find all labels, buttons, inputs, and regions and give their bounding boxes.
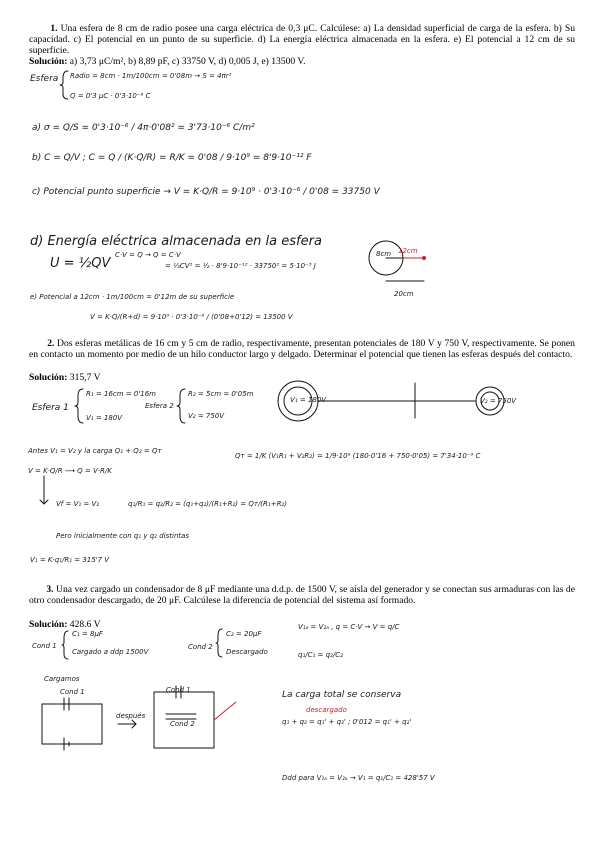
p2-result: V₁ = K·q₁/R₁ = 315'7 V <box>30 556 110 564</box>
problem-1-statement: 1. Una esfera de 8 cm de radio posee una carga eléctrica de 0,3 μC. Calcúlese: a) La densidad superficial de carga de la esfera. b) Su capacidad. c) El potencial en un punto de su superficie. d) La energía eléctrica almacenada en la esfera. e) El potencial a 12 cm de su superficie. <box>29 23 575 57</box>
problem-2-solution: Solución: 315,7 V <box>29 372 101 383</box>
p3-c2: C₂ = 20μF <box>226 630 262 638</box>
p2-before: Antes V₁ = V₂ y la carga Q₁ + Q₂ = Qᴛ <box>28 447 162 455</box>
p3-fig-after: después <box>116 712 146 720</box>
p2-arrow-down <box>40 476 50 506</box>
p2-q-eq: q₁/R₁ = q₂/R₂ = (q₁+q₂)/(R₁+R₂) = Qᴛ/(R₁+R₂) <box>128 500 287 508</box>
p3-cond2-label: Cond 2 <box>188 643 213 651</box>
p3-fig-cond2: Cond 2 <box>170 720 195 728</box>
p1-part-b: b) C = Q/V ; C = Q / (K·Q/R) = R/K = 0'08 / 9·10⁹ = 8'9·10⁻¹² F <box>32 153 312 163</box>
p1-fig-total: 20cm <box>394 290 414 298</box>
problem-2-number: 2. <box>47 338 55 349</box>
p1-fig-radius: 8cm <box>376 250 392 258</box>
p3-c1: C₁ = 8μF <box>72 630 103 638</box>
p1-given-charge: Q = 0'3 μC · 0'3·10⁻⁶ C <box>70 92 151 100</box>
p2-r1: R₁ = 16cm = 0'16m <box>86 390 156 398</box>
p3-fig-cond1: Cond 1 <box>60 688 85 696</box>
p2-note: Pero inicialmente con q₁ y q₂ distintas <box>56 532 190 540</box>
p1-part-d-calc: = ½CV² = ½ · 8'9·10⁻¹² · 33750² = 5·10⁻³ J <box>165 262 316 270</box>
p3-cond1-label: Cond 1 <box>32 642 57 650</box>
p1-part-d-formula: U = ½QV <box>50 256 111 271</box>
p1-part-a: a) σ = Q/S = 0'3·10⁻⁶ / 4π·0'08² = 3'73·10⁻⁶ C/m² <box>32 123 255 133</box>
problem-2-statement: 2. Dos esferas metálicas de 16 cm y 5 cm de radio, respectivamente, presentan potenciales de 180 V y 750 V, respectivamente. Se ponen en contacto un momento por medio de un hilo conductor largo y delgado. Determinar el potencial que tienen las esferas después del contacto. <box>29 338 575 361</box>
p2-fig-v2: V₂ = 750V <box>480 397 517 405</box>
p2-after: Vf = V₁ = V₂ <box>56 500 100 508</box>
problem-1-solution: Solución: a) 3,73 μC/m², b) 8,89 pF, c) 33750 V, d) 0,005 J, e) 13500 V. <box>29 56 306 67</box>
p3-c2b: Descargado <box>226 648 268 656</box>
p3-eq1: V₁ₐ = V₂ₐ , q = C·V → V = q/C <box>298 623 400 631</box>
problem-3-solution: Solución: 428.6 V <box>29 619 101 630</box>
p2-fig-v1: V₁ = 180V <box>290 396 327 404</box>
p1-part-c: c) Potencial punto superficie → V = K·Q/R = 9·10⁹ · 0'3·10⁻⁶ / 0'08 = 33750 V <box>32 187 380 197</box>
p3-eq2: q₁/C₁ = q₂/C₂ <box>298 651 343 659</box>
problem-3-statement: 3. Una vez cargado un condensador de 8 μF mediante una d.d.p. de 1500 V, se aísla del generador y se conectan sus armaduras con las de otro condensador descargado, de 20 μF. Calcúlese la diferencia de potencial del sistema así formado. <box>29 584 575 607</box>
p3-fig-cond1b: Cond 1 <box>166 686 191 694</box>
problem-1-number: 1. <box>50 23 58 34</box>
p1-brace <box>60 70 70 100</box>
p1-sphere-figure <box>366 236 426 286</box>
p2-esfera1-label: Esfera 1 <box>32 403 69 413</box>
p1-given-label: Esfera <box>30 74 59 84</box>
p2-v-formula: V = K·Q/R ⟶ Q = V·R/K <box>28 467 112 475</box>
p2-qt-formula: Qᴛ = 1/K (V₁R₁ + V₂R₂) = 1/9·10⁹ (180·0'16 + 750·0'05) = 7'34·10⁻⁹ C <box>235 452 481 460</box>
p1-fig-distance: 12cm <box>398 247 418 255</box>
p3-c1b: Cargado a ddp 1500V <box>72 648 149 656</box>
p2-v1: V₁ = 180V <box>86 414 123 422</box>
p1-given-radius: Radio = 8cm · 1m/100cm = 0'08m → S = 4πr² <box>70 72 232 80</box>
problem-3-number: 3. <box>46 584 54 595</box>
p3-conserv: q₁ + q₂ = q₁' + q₂' ; 0'012 = q₁' + q₂' <box>282 718 412 726</box>
p1-part-e-title: e) Potencial a 12cm · 1m/100cm = 0'12m de su superficie <box>30 293 235 301</box>
p3-charge-total: La carga total se conserva <box>282 690 402 700</box>
p2-brace-1 <box>75 388 85 424</box>
p3-final: Ddd para V₁ₐ = V₂ₐ → V₁ = q₁/C₁ = 428'57 V <box>282 774 435 782</box>
p2-brace-2 <box>177 388 187 424</box>
p1-part-d-title: d) Energía eléctrica almacenada en la esfera <box>30 234 322 249</box>
p1-part-e-calc: V = K·Q/(R+d) = 9·10⁹ · 0'3·10⁻⁶ / (0'08+0'12) = 13500 V <box>90 313 293 321</box>
p2-esfera2-label: Esfera 2 <box>145 402 174 410</box>
p3-brace-1 <box>62 630 70 660</box>
p1-part-d-sub: C·V = Q → Q = C·V <box>115 251 181 259</box>
p3-carga-label: Cargamos <box>44 675 80 683</box>
p3-brace-2 <box>216 628 224 658</box>
p3-descargado: descargado <box>306 706 347 714</box>
p2-v2: V₂ = 750V <box>188 412 225 420</box>
p2-r2: R₂ = 5cm = 0'05m <box>188 390 254 398</box>
